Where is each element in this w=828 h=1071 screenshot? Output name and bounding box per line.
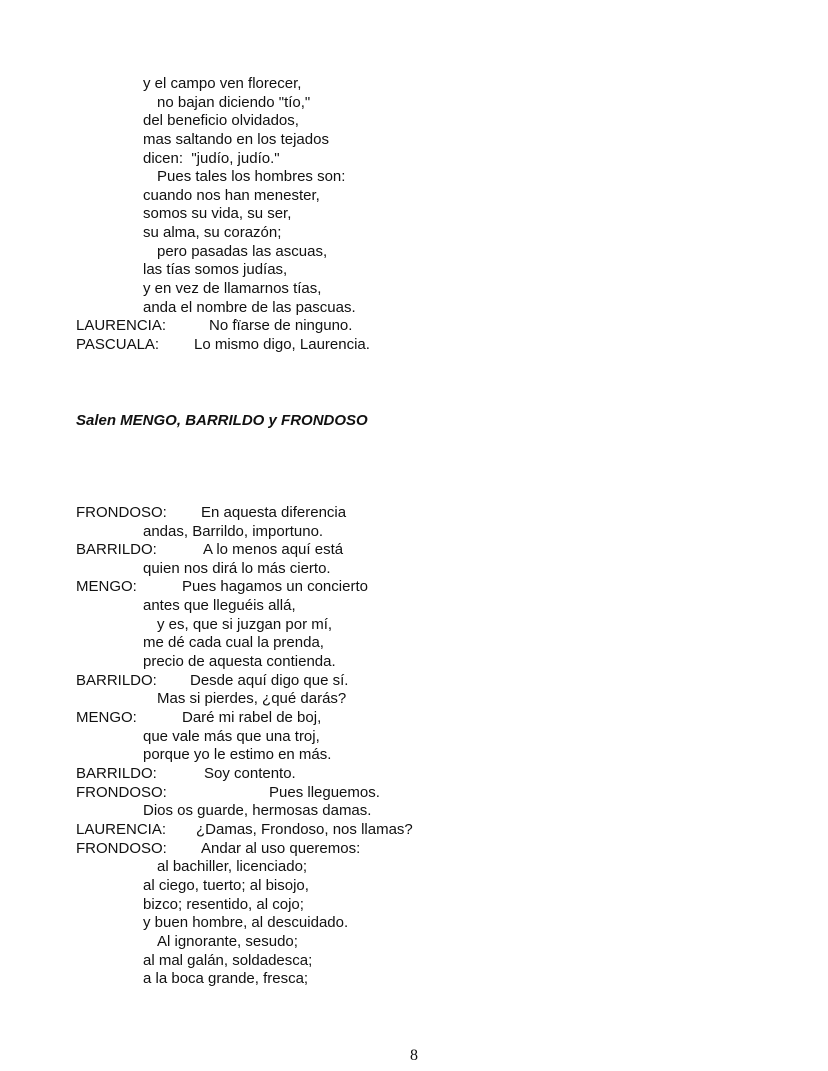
- verse-line: Dios os guarde, hermosas damas.: [143, 802, 372, 819]
- speaker-name: LAURENCIA:: [76, 821, 167, 838]
- speaker-name: BARRILDO:: [76, 672, 157, 689]
- speaker-name: BARRILDO:: [76, 765, 157, 782]
- verse-line: pero pasadas las ascuas,: [157, 243, 328, 260]
- verse-line: las tías somos judías,: [143, 261, 288, 278]
- page-number: 8: [410, 1047, 418, 1064]
- verse-line: andas, Barrildo, importuno.: [143, 523, 324, 540]
- verse-line: antes que lleguéis allá,: [143, 597, 296, 614]
- verse-line: cuando nos han menester,: [143, 187, 320, 204]
- verse-line: al mal galán, soldadesca;: [143, 952, 313, 969]
- verse-line: y en vez de llamarnos tías,: [143, 280, 322, 297]
- verse-line: su alma, su corazón;: [143, 224, 282, 241]
- verse-line: Al ignorante, sesudo;: [157, 933, 298, 950]
- verse-line: En aquesta diferencia: [201, 504, 347, 521]
- verse-line: Andar al uso queremos:: [201, 840, 361, 857]
- verse-line: y el campo ven florecer,: [143, 75, 302, 92]
- verse-line: Desde aquí digo que sí.: [190, 672, 349, 689]
- verse-line: anda el nombre de las pascuas.: [143, 299, 356, 316]
- verse-line: No fïarse de ninguno.: [209, 317, 353, 334]
- verse-line: al ciego, tuerto; al bisojo,: [143, 877, 309, 894]
- verse-line: ¿Damas, Frondoso, nos llamas?: [196, 821, 413, 838]
- verse-line: me dé cada cual la prenda,: [143, 634, 324, 651]
- verse-line: Pues hagamos un concierto: [182, 578, 368, 595]
- verse-line: no bajan diciendo "tío,": [157, 94, 311, 111]
- speaker-name: BARRILDO:: [76, 541, 157, 558]
- verse-line: dicen: "judío, judío.": [143, 150, 280, 167]
- verse-line: y es, que si juzgan por mí,: [157, 616, 333, 633]
- stage-direction: Salen MENGO, BARRILDO y FRONDOSO: [76, 412, 368, 429]
- verse-line: al bachiller, licenciado;: [157, 858, 308, 875]
- verse-line: que vale más que una troj,: [143, 728, 320, 745]
- verse-line: Soy contento.: [204, 765, 296, 782]
- speaker-name: MENGO:: [76, 709, 137, 726]
- verse-line: Pues lleguemos.: [269, 784, 380, 801]
- verse-line: a la boca grande, fresca;: [143, 970, 309, 987]
- speaker-name: MENGO:: [76, 578, 137, 595]
- verse-line: A lo menos aquí está: [203, 541, 344, 558]
- verse-line: Pues tales los hombres son:: [157, 168, 346, 185]
- verse-line: somos su vida, su ser,: [143, 205, 292, 222]
- verse-line: bizco; resentido, al cojo;: [143, 896, 304, 913]
- verse-line: mas saltando en los tejados: [143, 131, 329, 148]
- speaker-name: FRONDOSO:: [76, 504, 167, 521]
- verse-line: porque yo le estimo en más.: [143, 746, 332, 763]
- speaker-name: FRONDOSO:: [76, 840, 167, 857]
- verse-line: y buen hombre, al descuidado.: [143, 914, 349, 931]
- verse-line: del beneficio olvidados,: [143, 112, 299, 129]
- verse-line: quien nos dirá lo más cierto.: [143, 560, 331, 577]
- speaker-name: PASCUALA:: [76, 336, 160, 353]
- verse-line: precio de aquesta contienda.: [143, 653, 336, 670]
- verse-line: Mas si pierdes, ¿qué darás?: [157, 690, 347, 707]
- verse-line: Daré mi rabel de boj,: [182, 709, 322, 726]
- speaker-name: LAURENCIA:: [76, 317, 167, 334]
- speaker-name: FRONDOSO:: [76, 784, 167, 801]
- verse-line: Lo mismo digo, Laurencia.: [194, 336, 370, 353]
